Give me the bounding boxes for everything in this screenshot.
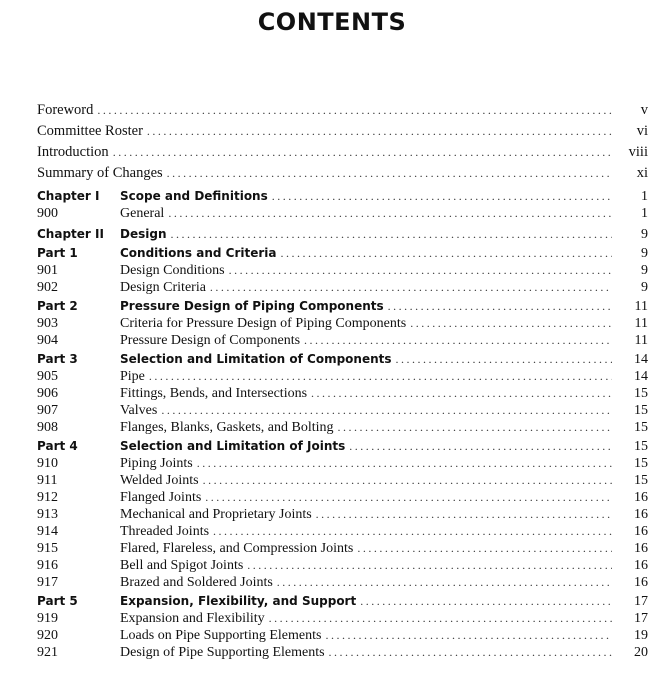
toc-entry[interactable] xyxy=(37,188,648,205)
toc-entry[interactable] xyxy=(37,472,648,489)
dot-leader xyxy=(272,188,612,205)
toc-entry-title[interactable]: Design Conditions xyxy=(120,263,225,278)
dot-leader xyxy=(311,385,612,402)
toc-entry-number: 904 xyxy=(37,333,58,348)
toc-entry-number: Chapter II xyxy=(37,227,104,241)
dot-leader xyxy=(149,368,612,385)
toc-entry-title[interactable]: Criteria for Pressure Design of Piping Components xyxy=(120,316,407,331)
dot-leader xyxy=(161,402,612,419)
toc-entry-title[interactable]: Loads on Pipe Supporting Elements xyxy=(120,628,322,643)
toc-entry-title[interactable]: Design Criteria xyxy=(120,280,206,295)
toc-entry-title[interactable]: Pipe xyxy=(120,369,145,384)
toc-entry-number: 912 xyxy=(37,490,58,505)
toc-entry-page[interactable]: 9 xyxy=(641,227,648,242)
toc-entry-title[interactable]: Bell and Spigot Joints xyxy=(120,558,244,573)
dot-leader xyxy=(277,574,612,591)
dot-leader xyxy=(325,627,612,644)
toc-entry-number: 905 xyxy=(37,369,58,384)
toc-entry-title[interactable]: Valves xyxy=(120,403,158,418)
toc-entry-title[interactable]: Summary of Changes xyxy=(37,165,163,181)
toc-entry[interactable] xyxy=(37,593,648,610)
toc-entry-page[interactable]: xi xyxy=(636,165,648,181)
toc-entry-title[interactable]: Design xyxy=(120,227,167,241)
dot-leader xyxy=(338,419,613,436)
toc-entry-page[interactable]: 17 xyxy=(634,594,648,609)
toc-entry-number: 911 xyxy=(37,473,58,488)
toc-entry-number: 913 xyxy=(37,507,58,522)
toc-entry-title[interactable]: Committee Roster xyxy=(37,123,143,139)
toc-entry-number: 921 xyxy=(37,645,58,660)
dot-leader xyxy=(168,205,612,222)
toc-entry-number: Part 5 xyxy=(37,594,78,608)
toc-entry[interactable] xyxy=(37,226,648,243)
dot-leader xyxy=(388,298,612,315)
dot-leader xyxy=(197,455,612,472)
toc-entry-title[interactable]: Flared, Flareless, and Compression Joints xyxy=(120,541,354,556)
toc-entry-title[interactable]: Pressure Design of Components xyxy=(120,333,301,348)
toc-entry[interactable] xyxy=(37,402,648,419)
toc-entry-title[interactable]: Design of Pipe Supporting Elements xyxy=(120,645,325,660)
dot-leader xyxy=(213,523,612,540)
toc-entry-page[interactable]: 9 xyxy=(641,280,648,295)
toc-entry-page[interactable]: 16 xyxy=(634,507,648,522)
toc-entry-title[interactable]: Pressure Design of Piping Components xyxy=(120,299,384,313)
toc-entry-title[interactable]: Scope and Definitions xyxy=(120,189,268,203)
toc-entry-page[interactable]: 15 xyxy=(634,473,648,488)
toc-entry-number: 910 xyxy=(37,456,58,471)
toc-entry-number: 917 xyxy=(37,575,58,590)
toc-entry-number: Part 3 xyxy=(37,352,78,366)
toc-entry-number: Part 2 xyxy=(37,299,78,313)
table-of-contents xyxy=(37,100,648,661)
dot-leader xyxy=(147,121,612,142)
toc-entry-page[interactable]: 17 xyxy=(634,611,648,626)
toc-entry-title[interactable]: Brazed and Soldered Joints xyxy=(120,575,273,590)
toc-entry-title[interactable]: Foreword xyxy=(37,102,94,118)
dot-leader xyxy=(304,332,612,349)
toc-entry[interactable] xyxy=(37,279,648,296)
dot-leader xyxy=(349,438,612,455)
toc-entry-number: 903 xyxy=(37,316,58,331)
toc-entry[interactable] xyxy=(37,298,648,315)
toc-entry-page[interactable]: viii xyxy=(628,144,648,160)
dot-leader xyxy=(410,315,612,332)
toc-entry[interactable] xyxy=(37,163,648,184)
toc-entry-title[interactable]: Selection and Limitation of Components xyxy=(120,352,392,366)
toc-entry-page[interactable]: vi xyxy=(636,123,648,139)
page-title: CONTENTS xyxy=(257,8,407,36)
toc-entry-page[interactable]: 9 xyxy=(641,246,648,261)
toc-entry-page[interactable]: 19 xyxy=(634,628,648,643)
toc-entry-page[interactable]: 16 xyxy=(634,575,648,590)
toc-entry-title[interactable]: Selection and Limitation of Joints xyxy=(120,439,346,453)
toc-entry[interactable] xyxy=(37,142,648,163)
toc-entry[interactable] xyxy=(37,557,648,574)
toc-entry-title[interactable]: Expansion and Flexibility xyxy=(120,611,265,626)
toc-entry[interactable] xyxy=(37,627,648,644)
toc-entry-number: Part 4 xyxy=(37,439,78,453)
toc-entry-number: 916 xyxy=(37,558,58,573)
toc-entry[interactable] xyxy=(37,262,648,279)
toc-entry-number: 906 xyxy=(37,386,58,401)
toc-entry[interactable] xyxy=(37,205,648,222)
toc-entry[interactable] xyxy=(37,540,648,557)
toc-entry-page[interactable]: 16 xyxy=(634,558,648,573)
toc-entry[interactable] xyxy=(37,438,648,455)
toc-entry-page[interactable]: 14 xyxy=(634,352,648,367)
toc-entry-page[interactable]: 16 xyxy=(634,524,648,539)
dot-leader xyxy=(210,279,612,296)
dot-leader xyxy=(329,644,612,661)
toc-entry[interactable] xyxy=(37,523,648,540)
toc-entry-page[interactable]: 15 xyxy=(634,456,648,471)
toc-entry[interactable] xyxy=(37,644,648,661)
toc-entry-title[interactable]: Welded Joints xyxy=(120,473,199,488)
dot-leader xyxy=(113,142,612,163)
dot-leader xyxy=(247,557,612,574)
toc-entry-page[interactable]: 15 xyxy=(634,439,648,454)
toc-entry[interactable] xyxy=(37,368,648,385)
dot-leader xyxy=(167,163,612,184)
toc-entry-number: 914 xyxy=(37,524,58,539)
toc-entry-number: 902 xyxy=(37,280,58,295)
toc-entry-page[interactable]: 15 xyxy=(634,386,648,401)
toc-entry-title[interactable]: Introduction xyxy=(37,144,109,160)
toc-entry-title[interactable]: Piping Joints xyxy=(120,456,193,471)
toc-entry-number: Part 1 xyxy=(37,246,78,260)
toc-entry-page[interactable]: 15 xyxy=(634,403,648,418)
toc-entry-page[interactable]: 1 xyxy=(641,206,648,221)
toc-entry-title[interactable]: Conditions and Criteria xyxy=(120,246,277,260)
toc-entry-page[interactable]: 11 xyxy=(634,333,648,348)
toc-entry-number: 901 xyxy=(37,263,58,278)
dot-leader xyxy=(97,100,612,121)
dot-leader xyxy=(281,245,612,262)
toc-entry[interactable] xyxy=(37,455,648,472)
toc-entry-page[interactable]: 16 xyxy=(634,490,648,505)
dot-leader xyxy=(171,226,613,243)
dot-leader xyxy=(205,489,612,506)
toc-entry[interactable] xyxy=(37,332,648,349)
toc-entry[interactable] xyxy=(37,506,648,523)
dot-leader xyxy=(316,506,612,523)
toc-entry-page[interactable]: 15 xyxy=(634,420,648,435)
dot-leader xyxy=(269,610,612,627)
toc-entry[interactable] xyxy=(37,489,648,506)
toc-entry[interactable] xyxy=(37,315,648,332)
toc-entry-title[interactable]: Threaded Joints xyxy=(120,524,210,539)
toc-entry-title[interactable]: Mechanical and Proprietary Joints xyxy=(120,507,312,522)
toc-entry[interactable] xyxy=(37,574,648,591)
toc-entry[interactable] xyxy=(37,100,648,121)
toc-entry-number: Chapter I xyxy=(37,189,100,203)
toc-entry-title[interactable]: Fittings, Bends, and Intersections xyxy=(120,386,308,401)
toc-entry-number: 915 xyxy=(37,541,58,556)
dot-leader xyxy=(396,351,612,368)
toc-entry-title[interactable]: Flanged Joints xyxy=(120,490,202,505)
dot-leader xyxy=(229,262,612,279)
toc-entry-title[interactable]: Expansion, Flexibility, and Support xyxy=(120,594,357,608)
toc-entry[interactable] xyxy=(37,245,648,262)
toc-entry-number: 908 xyxy=(37,420,58,435)
toc-entry[interactable] xyxy=(37,121,648,142)
toc-entry-title[interactable]: Flanges, Blanks, Gaskets, and Bolting xyxy=(120,420,334,435)
toc-entry-title[interactable]: General xyxy=(120,206,165,221)
toc-entry-page[interactable]: 1 xyxy=(641,189,648,204)
dot-leader xyxy=(203,472,612,489)
toc-entry-number: 907 xyxy=(37,403,58,418)
toc-entry[interactable] xyxy=(37,610,648,627)
toc-entry-page[interactable]: 11 xyxy=(634,299,648,314)
toc-entry-page[interactable]: 11 xyxy=(634,316,648,331)
toc-entry-number: 919 xyxy=(37,611,58,626)
toc-entry[interactable] xyxy=(37,385,648,402)
toc-entry-page[interactable]: 20 xyxy=(634,645,648,660)
dot-leader xyxy=(360,593,612,610)
toc-entry-page[interactable]: 9 xyxy=(641,263,648,278)
toc-entry-page[interactable]: 14 xyxy=(634,369,648,384)
toc-entry-page[interactable]: v xyxy=(640,102,648,118)
toc-entry-number: 920 xyxy=(37,628,58,643)
dot-leader xyxy=(357,540,612,557)
toc-entry-page[interactable]: 16 xyxy=(634,541,648,556)
toc-entry[interactable] xyxy=(37,419,648,436)
toc-entry[interactable] xyxy=(37,351,648,368)
toc-entry-number: 900 xyxy=(37,206,58,221)
